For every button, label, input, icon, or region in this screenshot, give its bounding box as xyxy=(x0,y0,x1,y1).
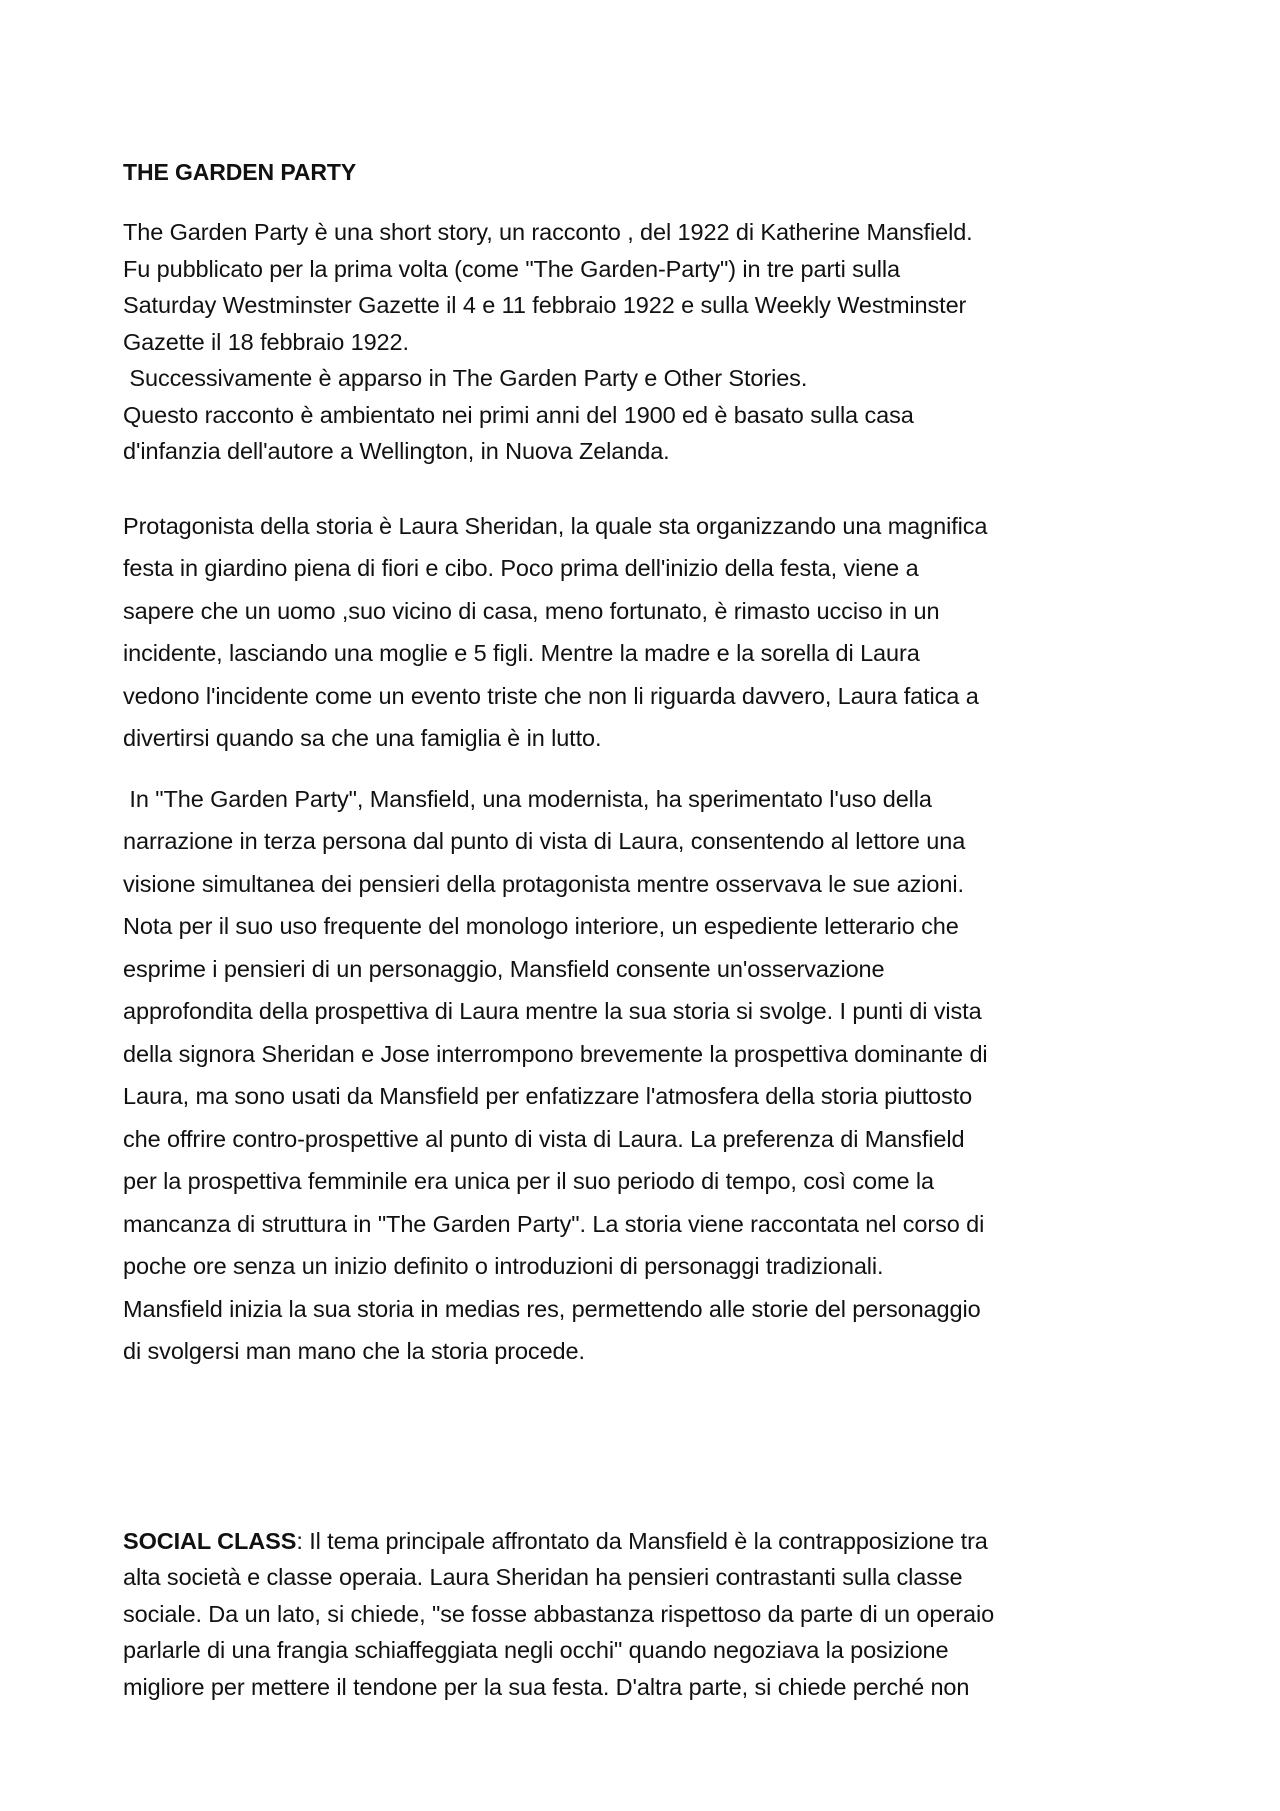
text-line: Fu pubblicato per la prima volta (come "The Garden-Party") in tre parti sulla xyxy=(123,255,900,282)
text-line: visione simultanea dei pensieri della protagonista mentre osservava le sue azioni. xyxy=(123,870,964,897)
text-line: esprime i pensieri di un personaggio, Mansfield consente un'osservazione xyxy=(123,955,885,982)
analysis-paragraph xyxy=(123,778,1163,1373)
text-line: migliore per mettere il tendone per la sua festa. D'altra parte, si chiede perché non xyxy=(123,1673,970,1700)
section-heading-social-class: SOCIAL CLASS xyxy=(123,1527,297,1554)
text-line: poche ore senza un inizio definito o introduzioni di personaggi tradizionali. xyxy=(123,1253,884,1279)
text-line: Saturday Westminster Gazette il 4 e 11 febbraio 1922 e sulla Weekly Westminster xyxy=(123,292,967,318)
text-line: Laura, ma sono usati da Mansfield per enfatizzare l'atmosfera della storia piuttosto xyxy=(123,1083,973,1109)
text-line xyxy=(123,1523,1163,1560)
text-line: Nota per il suo uso frequente del monologo interiore, un espediente letterario che xyxy=(123,913,959,939)
text-line: approfondita della prospettiva di Laura mentre la sua storia si svolge. I punti di vista xyxy=(123,998,982,1024)
text-line: festa in giardino piena di fiori e cibo. Poco prima dell'inizio della festa, viene a xyxy=(123,555,919,581)
text-line: parlarle di una frangia schiaffeggiata negli occhi" quando negoziava la posizione xyxy=(123,1637,949,1663)
text-line: narrazione in terza persona dal punto di vista di Laura, consentendo al lettore una xyxy=(123,828,966,854)
text-line: Gazette il 18 febbraio 1922. xyxy=(123,328,409,355)
social-class-paragraph xyxy=(123,1523,1163,1706)
text-line: Questo racconto è ambientato nei primi anni del 1900 ed è basato sulla casa xyxy=(123,401,914,428)
text-fragment: : Il tema principale affrontato da Mansfield è la contrapposizione tra xyxy=(296,1527,988,1554)
text-line: incidente, lasciando una moglie e 5 figli. Mentre la madre e la sorella di Laura xyxy=(123,640,920,666)
text-line: della signora Sheridan e Jose interrompono brevemente la prospettiva dominante di xyxy=(123,1040,988,1067)
paragraph-spacer xyxy=(123,470,1163,505)
text-line: In "The Garden Party", Mansfield, una modernista, ha sperimentato l'uso della xyxy=(123,785,932,812)
text-line: Protagonista della storia è Laura Sheridan, la quale sta organizzando una magnifica xyxy=(123,512,988,539)
document-body xyxy=(123,154,1163,1705)
section-spacer xyxy=(123,1373,1163,1523)
intro-paragraph xyxy=(123,214,1163,470)
text-line: divertirsi quando sa che una famiglia è in lutto. xyxy=(123,725,602,751)
text-line: sapere che un uomo ,suo vicino di casa, meno fortunato, è rimasto ucciso in un xyxy=(123,597,940,624)
text-line: mancanza di struttura in "The Garden Party". La storia viene raccontata nel corso di xyxy=(123,1210,985,1237)
text-line: vedono l'incidente come un evento triste che non li riguarda davvero, Laura fatica a xyxy=(123,682,979,709)
text-line: che offrire contro-prospettive al punto di vista di Laura. La preferenza di Mansfield xyxy=(123,1125,965,1152)
text-line: d'infanzia dell'autore a Wellington, in Nuova Zelanda. xyxy=(123,438,670,464)
text-line: di svolgersi man mano che la storia procede. xyxy=(123,1338,585,1364)
plot-paragraph xyxy=(123,505,1163,760)
text-line: Mansfield inizia la sua storia in medias res, permettendo alle storie del personaggio xyxy=(123,1295,981,1322)
text-line: sociale. Da un lato, si chiede, "se fosse abbastanza rispettoso da parte di un operaio xyxy=(123,1600,995,1627)
page-title: THE GARDEN PARTY xyxy=(123,159,357,185)
text-line: The Garden Party è una short story, un racconto , del 1922 di Katherine Mansfield. xyxy=(123,219,973,245)
text-line: Successivamente è apparso in The Garden Party e Other Stories. xyxy=(123,365,808,391)
paragraph-spacer xyxy=(123,760,1163,778)
text-line: per la prospettiva femminile era unica per il suo periodo di tempo, così come la xyxy=(123,1168,934,1194)
text-line: alta società e classe operaia. Laura Sheridan ha pensieri contrastanti sulla classe xyxy=(123,1564,963,1590)
